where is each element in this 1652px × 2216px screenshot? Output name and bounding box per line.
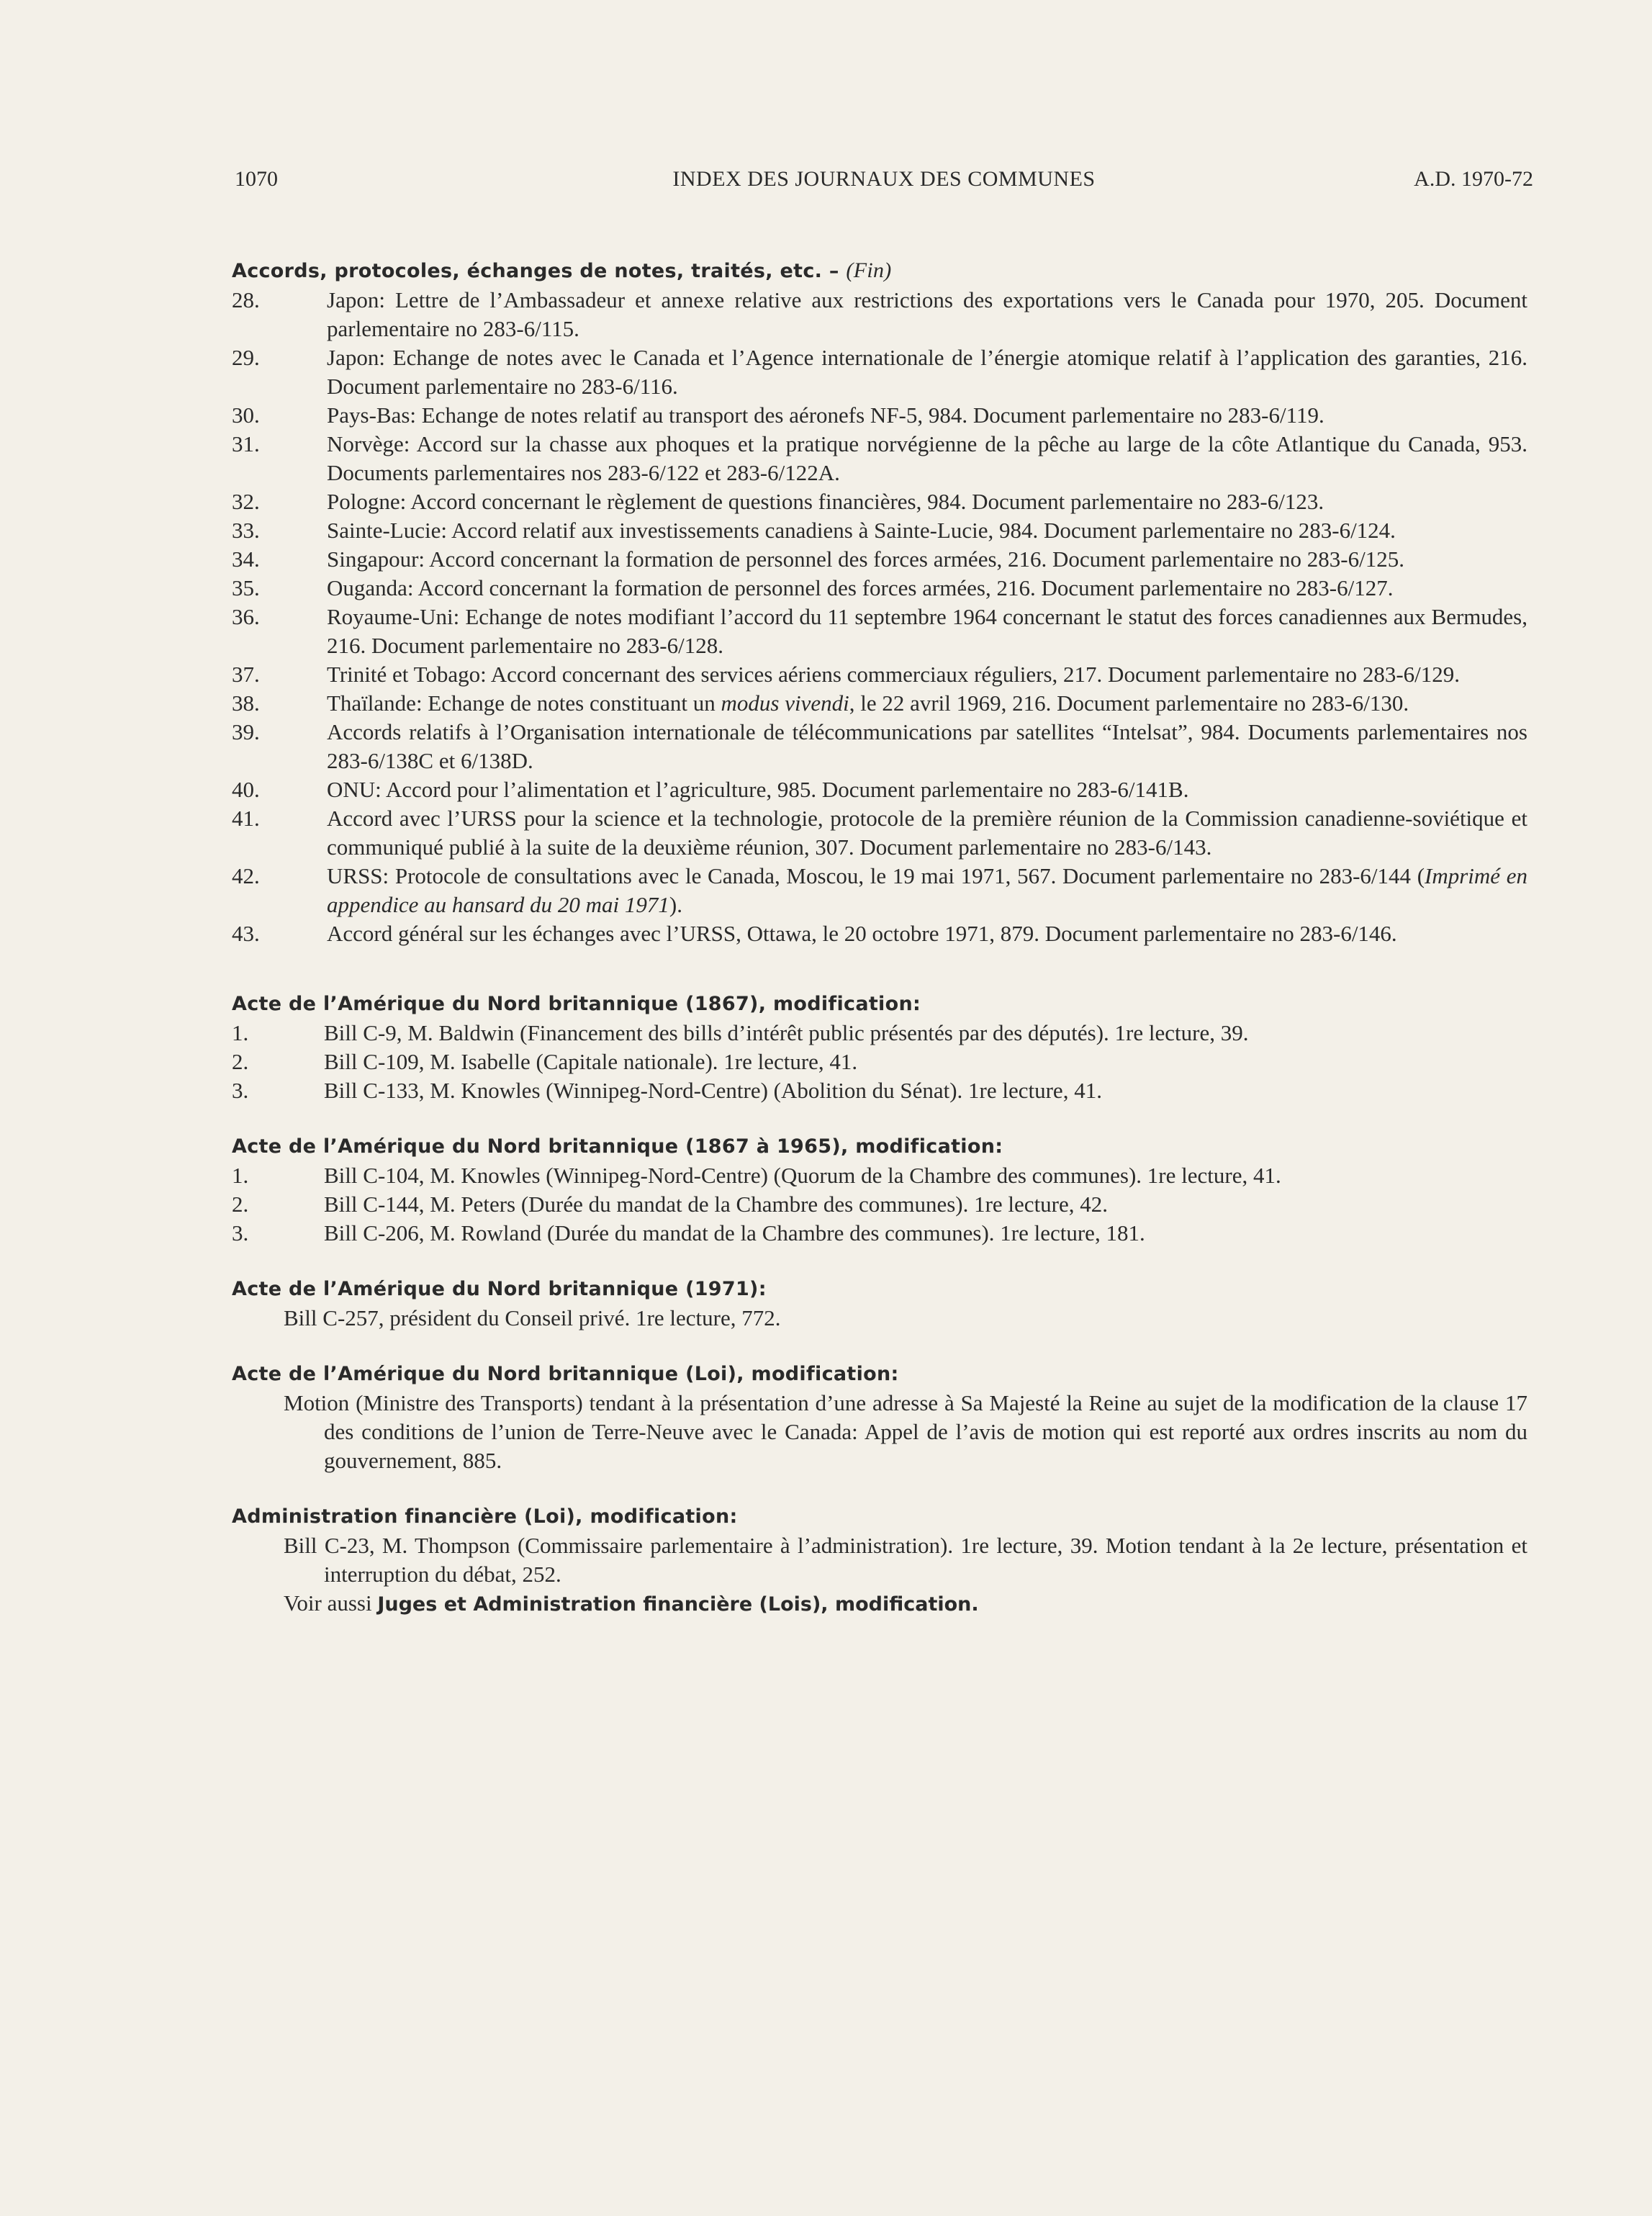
index-section-anb-loi [232, 1360, 1527, 1475]
entry-number: 40. [232, 777, 260, 802]
index-entry [232, 286, 1527, 343]
running-head [235, 167, 1533, 199]
entry-number: 1. [232, 1020, 249, 1045]
continuation-note: (Fin) [846, 258, 892, 282]
entry-text: Accord avec l’URSS pour la science et la technologie, protocole de la première réunion de la Commission canadienne-soviétique et communiqué publié à la suite de la deuxième réunion, 307. Document parlementaire no 283-6/143. [327, 806, 1527, 860]
index-entry [232, 1190, 1527, 1219]
index-section-accords [232, 256, 1527, 948]
entry-number: 37. [232, 662, 260, 687]
entry-text-italic: modus vivendi [721, 690, 849, 716]
index-section-anb-1867-1965 [232, 1132, 1527, 1248]
index-entry [232, 689, 1527, 718]
entry-number: 3. [232, 1078, 249, 1103]
entry-text: ONU: Accord pour l’alimentation et l’agriculture, 985. Document parlementaire no 283-6/141B. [327, 777, 1189, 802]
index-entry [232, 430, 1527, 487]
entry-text-part: Thaïlande: Echange de notes constituant un [327, 690, 721, 716]
section-heading [232, 256, 1527, 286]
entry-text: Bill C-144, M. Peters (Durée du mandat de la Chambre des communes). 1re lecture, 42. [324, 1192, 1109, 1217]
index-paragraph: Motion (Ministre des Transports) tendant à la présentation d’une adresse à Sa Majesté la Reine au sujet de la modification de la clause 17 des conditions de l’union de Terre-Neuve avec le Canada: Appel de l’avis de motion qui est reporté aux ordres inscrits au nom du gouvernement, 885. [284, 1390, 1527, 1473]
entry-number: 3. [232, 1220, 249, 1246]
entry-text: Accords relatifs à l’Organisation internationale de télécommunications par satellites “Intelsat”, 984. Documents parlementaires nos 283-6/138C et 6/138D. [327, 719, 1527, 773]
index-entry [232, 1219, 1527, 1248]
index-entry [232, 545, 1527, 574]
section-heading: Acte de l’Amérique du Nord britannique (1971): [232, 1278, 767, 1300]
entry-number: 35. [232, 575, 260, 600]
entry-text-part: ). [669, 892, 682, 917]
index-entry [232, 804, 1527, 862]
entry-text-italic: Imprimé en appendice au hansard du 20 mai 1971 [327, 863, 1527, 917]
index-entry [232, 1161, 1527, 1190]
entry-text: Pays-Bas: Echange de notes relatif au transport des aéronefs NF-5, 984. Document parlementaire no 283-6/119. [327, 402, 1324, 428]
entry-text-part: , le 22 avril 1969, 216. Document parlementaire no 283-6/130. [849, 690, 1409, 716]
entry-text: Bill C-109, M. Isabelle (Capitale nationale). 1re lecture, 41. [324, 1049, 858, 1074]
entry-text: Bill C-133, M. Knowles (Winnipeg-Nord-Centre) (Abolition du Sénat). 1re lecture, 41. [324, 1078, 1102, 1103]
entry-text: Pologne: Accord concernant le règlement de questions financières, 984. Document parlementaire no 283-6/123. [327, 489, 1324, 514]
entry-text: Trinité et Tobago: Accord concernant des services aériens commerciaux réguliers, 217. Document parlementaire no 283-6/129. [327, 662, 1461, 687]
entry-number: 1. [232, 1163, 249, 1188]
entry-number: 33. [232, 518, 260, 543]
index-entry [232, 574, 1527, 603]
entry-text: Royaume-Uni: Echange de notes modifiant l’accord du 11 septembre 1964 concernant le statut des forces canadiennes aux Bermudes, 216. Document parlementaire no 283-6/128. [327, 604, 1527, 658]
volume-years: A.D. 1970-72 [1414, 167, 1533, 191]
index-entry [232, 603, 1527, 660]
entry-number: 41. [232, 806, 260, 831]
section-heading-text: Accords, protocoles, échanges de notes, traités, etc. – [232, 260, 839, 282]
page-number: 1070 [235, 167, 278, 191]
entry-number: 32. [232, 489, 260, 514]
entry-text: Bill C-206, M. Rowland (Durée du mandat de la Chambre des communes). 1re lecture, 181. [324, 1220, 1145, 1246]
entry-text: Bill C-104, M. Knowles (Winnipeg-Nord-Centre) (Quorum de la Chambre des communes). 1re lecture, 41. [324, 1163, 1281, 1188]
entry-number: 38. [232, 690, 260, 716]
index-entry [232, 487, 1527, 516]
entry-number: 2. [232, 1049, 249, 1074]
entry-number: 29. [232, 345, 260, 370]
index-entry [232, 660, 1527, 689]
entry-text: Accord général sur les échanges avec l’URSS, Ottawa, le 20 octobre 1971, 879. Document parlementaire no 283-6/146. [327, 921, 1397, 946]
index-entry [232, 516, 1527, 545]
index-entry [232, 1019, 1527, 1048]
entry-text: Norvège: Accord sur la chasse aux phoques et la pratique norvégienne de la pêche au large de la côte Atlantique du Canada, 953. Documents parlementaires nos 283-6/122 et 283-6/122A. [327, 431, 1527, 485]
index-entry [232, 775, 1527, 804]
entry-number: 2. [232, 1192, 249, 1217]
index-section-anb-1971 [232, 1275, 1527, 1333]
entry-number: 39. [232, 719, 260, 744]
index-paragraph: Bill C-257, président du Conseil privé. 1re lecture, 772. [284, 1305, 781, 1330]
entry-number: 28. [232, 287, 260, 312]
entry-number: 42. [232, 863, 260, 888]
index-entry [232, 343, 1527, 401]
entry-number: 36. [232, 604, 260, 629]
index-entry [232, 919, 1527, 948]
index-entry [232, 1076, 1527, 1105]
see-also-reference [232, 1589, 1527, 1619]
entry-number: 31. [232, 431, 260, 456]
entry-number: 30. [232, 402, 260, 428]
entry-text: Bill C-9, M. Baldwin (Financement des bills d’intérêt public présentés par des députés). 1re lecture, 39. [324, 1020, 1249, 1045]
entry-text: Japon: Lettre de l’Ambassadeur et annexe relative aux restrictions des exportations vers le Canada pour 1970, 205. Document parlementaire no 283-6/115. [327, 287, 1527, 341]
see-also-prefix: Voir aussi [284, 1590, 378, 1616]
entry-text: Japon: Echange de notes avec le Canada et l’Agence internationale de l’énergie atomique relatif à l’application des garanties, 216. Document parlementaire no 283-6/116. [327, 345, 1527, 399]
see-also-target: Juges et Administration financière (Lois), modification. [377, 1593, 979, 1616]
index-content [232, 256, 1527, 1619]
entry-number: 43. [232, 921, 260, 946]
entry-text: Ouganda: Accord concernant la formation de personnel des forces armées, 216. Document parlementaire no 283-6/127. [327, 575, 1394, 600]
entry-text: Singapour: Accord concernant la formation de personnel des forces armées, 216. Document parlementaire no 283-6/125. [327, 546, 1404, 572]
index-section-anb-1867 [232, 990, 1527, 1105]
section-heading: Administration financière (Loi), modification: [232, 1505, 738, 1528]
index-paragraph: Bill C-23, M. Thompson (Commissaire parlementaire à l’administration). 1re lecture, 39. Motion tendant à la 2e lecture, présentation et interruption du débat, 252. [284, 1533, 1527, 1587]
index-entry [232, 862, 1527, 919]
entry-number: 34. [232, 546, 260, 572]
index-entry [232, 1048, 1527, 1076]
index-entry [232, 401, 1527, 430]
entry-text: Sainte-Lucie: Accord relatif aux investissements canadiens à Sainte-Lucie, 984. Document parlementaire no 283-6/124. [327, 518, 1396, 543]
entry-text-part: URSS: Protocole de consultations avec le Canada, Moscou, le 19 mai 1971, 567. Document parlementaire no 283-6/144 ( [327, 863, 1425, 888]
journal-title: INDEX DES JOURNAUX DES COMMUNES [672, 167, 1096, 191]
index-section-administration-financiere [232, 1503, 1527, 1619]
section-heading: Acte de l’Amérique du Nord britannique (1867), modification: [232, 993, 921, 1015]
index-entry [232, 718, 1527, 775]
section-heading: Acte de l’Amérique du Nord britannique (Loi), modification: [232, 1363, 899, 1385]
section-heading: Acte de l’Amérique du Nord britannique (1867 à 1965), modification: [232, 1135, 1003, 1158]
